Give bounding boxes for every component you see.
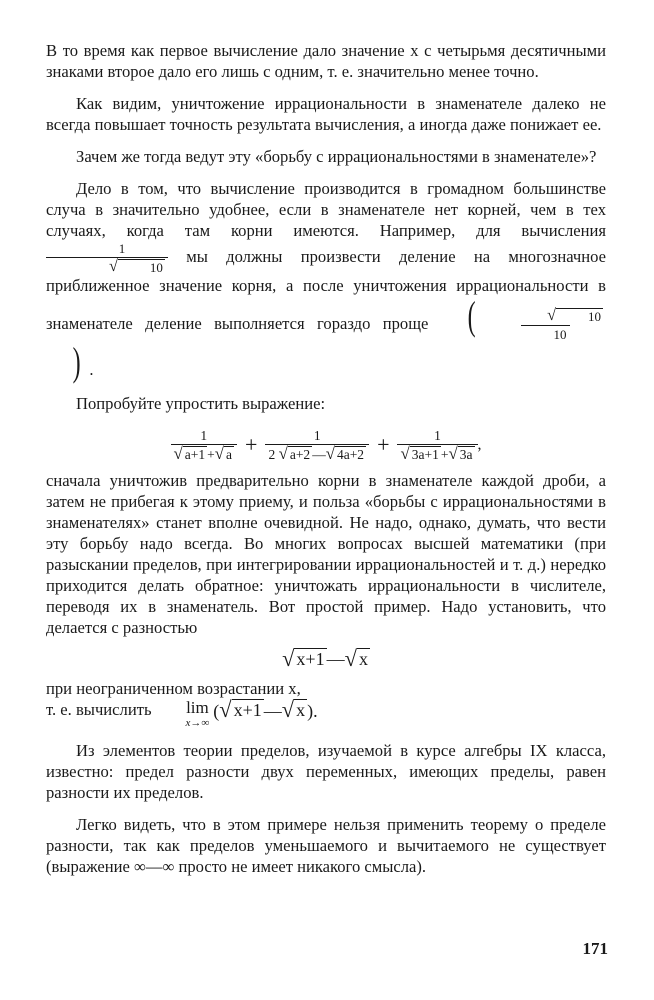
radicand: 3a+1: [411, 447, 439, 463]
sqrt-sign: √: [400, 444, 410, 464]
page-number: 171: [582, 939, 608, 958]
radicand: 3a: [459, 447, 473, 463]
limit-operator: [186, 699, 210, 729]
sqrt-sign: √: [278, 444, 288, 464]
denominator: 10: [521, 325, 570, 342]
difference-expression: [46, 648, 606, 670]
term-3: [397, 428, 477, 462]
minus-sign: —: [326, 648, 345, 669]
paragraph-9: Легко видеть, что в этом примере нельзя применить теорему о пределе разности, так как пределов уменьшаемого и вычитаемого не существует (выражение ∞—∞ просто не имеет никакого смысла).: [46, 815, 606, 877]
radical: [345, 648, 370, 670]
radical: [174, 446, 208, 462]
denominator: [397, 444, 477, 462]
numerator: 1: [200, 428, 208, 444]
radicand: 4a+2: [336, 447, 365, 463]
radicand: x+1: [233, 700, 262, 721]
sqrt-sign: √: [448, 444, 458, 464]
radicand: x+1: [296, 649, 325, 670]
paragraph-7a: при неограниченном возрастании x,: [46, 679, 301, 699]
plus-operator: +: [377, 432, 390, 458]
numerator: 1: [434, 428, 441, 444]
radicand: 10: [118, 259, 165, 275]
plus-operator: +: [245, 432, 258, 458]
radicand: x: [296, 700, 306, 721]
sqrt-sign: √: [547, 306, 556, 325]
paragraph-1: В то время как первое вычисление дало значение x с четырьмя десятичными знаками второе дало его лишь с одним, т. е. значительно менее точно.: [46, 41, 606, 81]
sqrt-sign: √: [109, 257, 118, 275]
paragraph-8: Из элементов теории пределов, изучаемой в курсе алгебры IX класса, известно: предел разности двух переменных, имеющих пределы, равен разности их пределов.: [46, 741, 606, 803]
radical: [215, 446, 234, 462]
paragraph-4-mid: мы должны произвести деление на многозначное приближенное значение корня, а после уничтожения иррациональности в знаменателе деление выполняется гораздо проще: [46, 246, 606, 333]
sqrt-sign: √: [173, 444, 183, 464]
comma: ,: [477, 436, 482, 454]
lim-word: lim: [186, 698, 209, 718]
left-paren: (: [467, 293, 476, 338]
radical: [400, 446, 440, 462]
paragraph-3: Зачем же тогда ведут эту «борьбу с иррациональностями в знаменателе»?: [76, 147, 597, 166]
radical: [326, 446, 366, 462]
fraction-sqrt10-over-10: [484, 308, 606, 342]
numerator: 1: [118, 241, 126, 256]
paragraph-4: [46, 178, 606, 385]
fraction-one-over-sqrt10: [46, 241, 168, 275]
radicand: 10: [556, 308, 603, 324]
right-paren: ): [307, 701, 314, 722]
period: .: [89, 360, 94, 380]
coefficient: 2: [268, 447, 276, 463]
denominator: [46, 257, 168, 275]
numerator: [484, 308, 606, 325]
paragraph-4-text: Дело в том, что вычисление производится в громадном большинстве случа в значительно удобнее, если в знаменателе нет корней, чем в тех случаях, когда там корни имеются. Например, для вычисления: [46, 179, 606, 240]
paragraph-7b: [46, 699, 606, 729]
sqrt-sign: √: [282, 646, 295, 672]
numerator: 1: [313, 428, 321, 444]
radicand: x: [358, 649, 368, 670]
minus-sign: —: [312, 447, 326, 463]
page-body: [46, 40, 606, 877]
radical: [517, 308, 603, 324]
lim-subscript: x→∞: [185, 717, 210, 730]
paragraph-2: Как видим, уничтожение иррациональности в знаменателе далеко не всегда повышает точность результата вычисления, а иногда даже понижает ее.: [46, 94, 606, 134]
radical: [279, 446, 313, 462]
expression-to-simplify: [46, 428, 606, 462]
radicand: a+1: [184, 447, 206, 463]
term-1: [171, 428, 238, 462]
radical: [219, 699, 264, 721]
denominator: [171, 444, 238, 462]
sqrt-sign: √: [344, 646, 357, 672]
denominator: [265, 444, 369, 462]
paragraph-5: Попробуйте упростить выражение:: [76, 394, 326, 414]
radical: [282, 648, 327, 670]
sqrt-sign: √: [214, 444, 225, 464]
sqrt-sign: √: [281, 697, 295, 723]
paragraph-7b-text: т. е. вычислить: [46, 700, 152, 720]
left-paren: (: [213, 701, 220, 722]
radicand: a+2: [289, 447, 311, 463]
minus-sign: —: [263, 701, 282, 722]
sqrt-sign: √: [219, 697, 232, 723]
term-2: [265, 428, 369, 462]
paragraph-6: сначала уничтожив предварительно корни в знаменателе каждой дроби, а затем не прибегая к этому приему, и польза «борьбы с иррациональностями в знаменателях» станет вполне очевидной. Не надо, однако, думать, что вести эту борьбу надо всегда. Во многих вопросах высшей математики (при разыскании пределов, при интегрировании иррациональностей и т. д.) нередко приходится делать обратное: уничтожать иррациональности в числителе, переводя их в знаменатель. Вот простой пример. Надо установить, что делается с разностью: [46, 471, 606, 638]
radical: [282, 699, 307, 721]
radical: [79, 259, 165, 275]
sqrt-sign: √: [325, 444, 335, 464]
plus-sign: +: [440, 447, 449, 463]
right-paren: ): [72, 339, 81, 385]
limit-argument: [213, 699, 317, 722]
radicand: a: [226, 447, 233, 463]
plus-sign: +: [207, 447, 215, 463]
period: .: [313, 701, 318, 722]
radical: [448, 446, 474, 462]
